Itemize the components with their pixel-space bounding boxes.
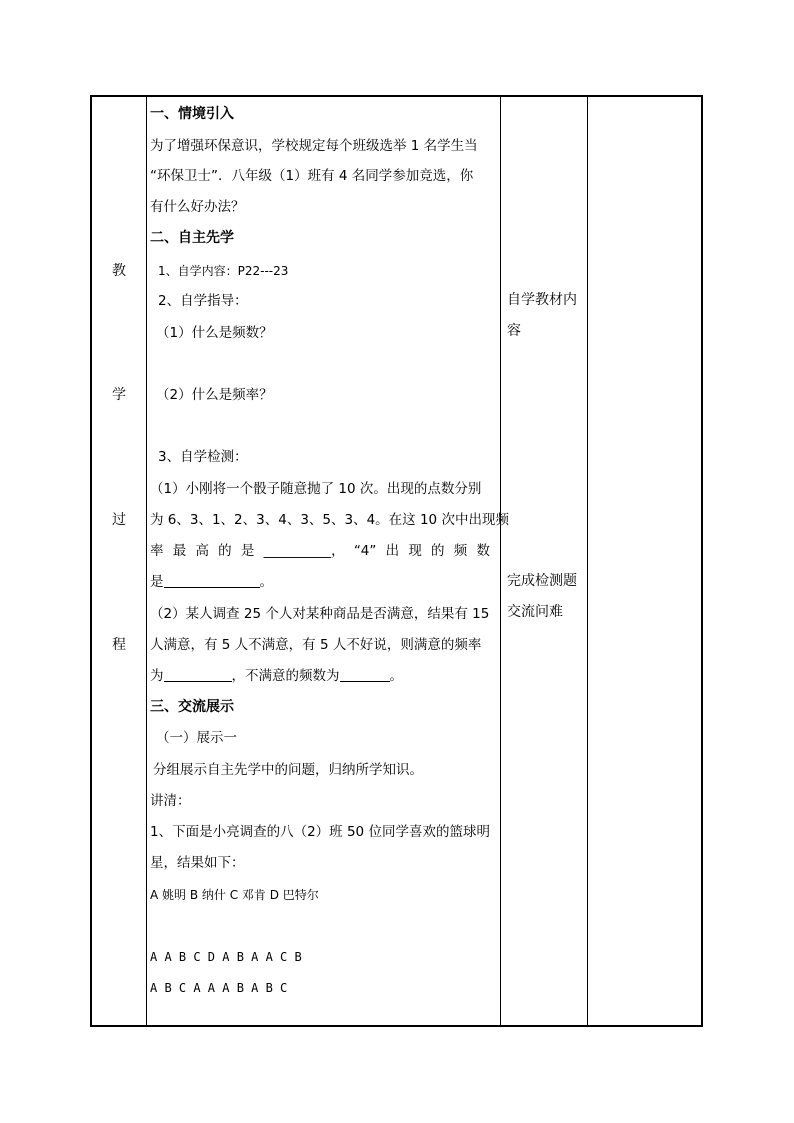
data-row: A B C A A A B A B C	[150, 981, 288, 995]
word: 率	[150, 543, 164, 559]
stage-label-char: 教	[112, 263, 126, 279]
column-divider-2	[500, 97, 501, 1025]
column-divider-3	[587, 97, 588, 1025]
section-heading: 二、自主先学	[150, 230, 234, 246]
answer-blank	[340, 667, 390, 682]
text-fragment: ，不满意的频数为	[231, 668, 340, 684]
paragraph-line: 星，结果如下：	[150, 855, 245, 871]
exercise-line-justified	[150, 542, 490, 560]
data-row: A A B C D A B A A C B	[150, 950, 302, 964]
answer-blank	[164, 573, 260, 588]
exercise-line: 人满意，有 5 人不满意，有 5 人不好说，则满意的频率	[150, 637, 482, 653]
question-line: （1）什么是频数？	[156, 325, 273, 341]
exercise-line: （2）某人调查 25 个人对某种商品是否满意，结果有 15	[150, 606, 490, 622]
note-line: 交流问难	[507, 604, 563, 620]
paragraph-line: 有什么好办法？	[150, 199, 245, 215]
exercise-line: 为 6、3、1、2、3、4、3、5、3、4。在这 10 次中出现频	[150, 512, 509, 528]
exercise-line	[150, 667, 403, 685]
text-fragment: 是	[150, 574, 164, 590]
word: 最	[172, 543, 187, 559]
word: __________，	[263, 543, 345, 559]
paragraph-line: 1、下面是小亮调查的八（2）班 50 位同学喜欢的篮球明	[150, 824, 490, 840]
stage-column	[92, 97, 146, 1025]
word: 的	[218, 543, 232, 559]
note-line: 完成检测题	[507, 573, 577, 589]
note-line: 自学教材内	[507, 292, 577, 308]
text-fragment: 。	[259, 574, 273, 590]
lesson-plan-table	[90, 95, 703, 1027]
section-heading: 三、交流展示	[150, 699, 234, 715]
paragraph-line: 为了增强环保意识，学校规定每个班级选举 1 名学生当	[150, 138, 478, 154]
stage-label-char: 学	[112, 387, 126, 403]
column-divider-1	[146, 97, 147, 1025]
list-item: 3、自学检测：	[158, 449, 248, 465]
stage-label-char: 程	[112, 637, 126, 653]
word: 高	[195, 543, 209, 559]
answer-blank	[164, 667, 232, 682]
note-line: 容	[507, 323, 521, 339]
exercise-line	[150, 573, 273, 591]
word: 出	[385, 543, 400, 559]
list-item: 2、自学指导：	[158, 293, 248, 309]
word: 现	[408, 543, 422, 559]
stage-label-char: 过	[112, 512, 126, 528]
question-line: （2）什么是频率？	[156, 387, 273, 403]
paragraph-line: 分组展示自主先学中的问题，归纳所学知识。	[153, 762, 423, 778]
subsection-heading: （一）展示一	[156, 730, 237, 746]
text-fragment: 为	[150, 668, 164, 684]
word: 的	[431, 543, 445, 559]
text-fragment: 。	[389, 668, 403, 684]
paragraph-line: 讲清：	[150, 793, 191, 809]
list-item: 1、自学内容：P22---23	[158, 264, 289, 278]
word: 是	[240, 543, 255, 559]
notes-column	[507, 97, 587, 1025]
content-column	[150, 97, 509, 1025]
exercise-line: （1）小刚将一个骰子随意抛了 10 次。出现的点数分别	[150, 481, 482, 497]
section-heading: 一、情境引入	[150, 106, 234, 122]
options-line: A 姚明 B 纳什 C 邓肯 D 巴特尔	[150, 888, 319, 902]
word: “4”	[353, 543, 377, 559]
word: 频	[453, 543, 468, 559]
paragraph-line: “环保卫士”．八年级（1）班有 4 名同学参加竞选，你	[150, 168, 474, 184]
word: 数	[476, 543, 490, 559]
